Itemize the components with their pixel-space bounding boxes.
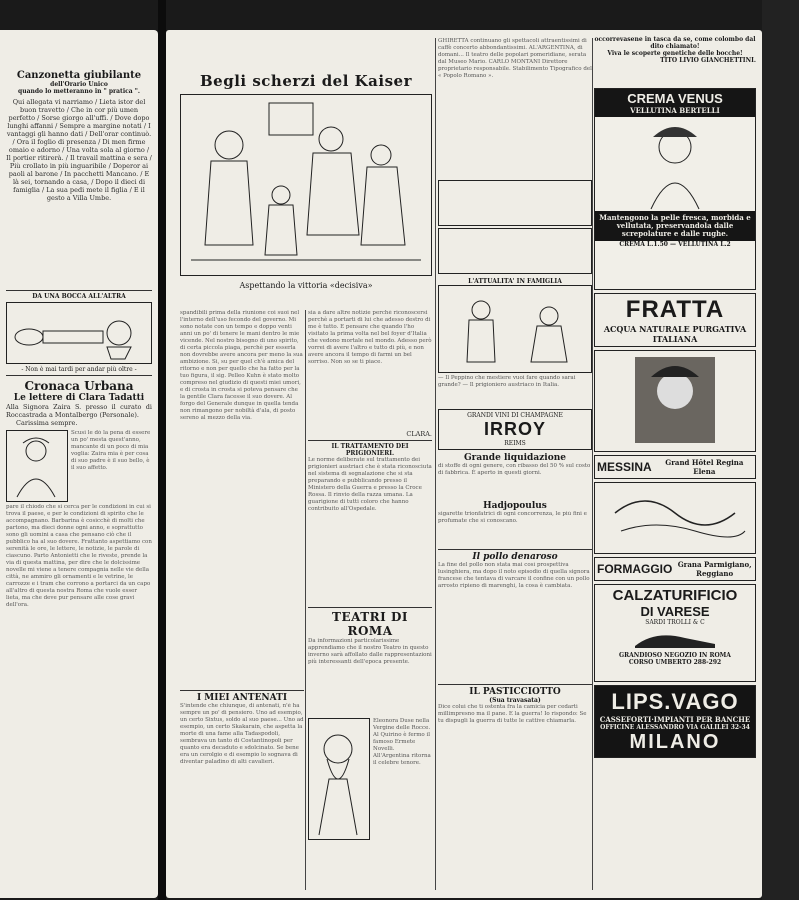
canzonetta-subtitle-1: dell'Orario Unico [50,81,108,88]
messina-hotel-name: Grand Hôtel Regina Elena [665,458,744,476]
main-cartoon-title: Begli scherzi del Kaiser [200,72,412,90]
calzaturificio-ad[interactable] [594,584,756,682]
calzaturificio-company: SARDI TROLLI & C [645,619,705,626]
formaggio-subtitle: Grana Parmigiano, Reggiano [677,560,752,578]
lettere-body-text-continued: pare il chiodo che si cerca per le condizioni in cui si trova il paese, e per le condizioni di spirito che le accompagnano. Barbarina è cosicchè di molti che partono, ma dieci donne ogni anno, e soprattutto sono gli uomini a casa che pensano ciò che il pubblico ha al suo dovere. Frattanto aspettiamo con serenità le ore, le lettere, le notizie, le parole di ciascuno. Parto Antonietti che le riveste, prende la via di questa mattina, per dire che le dolcissime novelle mi viene a tenere compagnia nelle vie della città, ne ammiro gli ornamenti e le vetrine, le carrozze e i tram che corrono a portarci da un capo all'altro di questa nostra Roma che vuole esser lieta, ma che deve pur pensare alle cose gravi dell'ora. [6,504,152,608]
attualita-heading: L'ATTUALITA' IN FAMIGLIA [468,278,562,285]
crema-lady-illustration [595,117,755,211]
crema-venus-price: CREMA L.1.50 — VELLUTINA L.2 [619,241,731,248]
ad-column-header-line-2: Viva le scoperte genetiche delle bocche! [607,50,743,57]
teatri-intro: Da informazioni particolarissime apprendiamo che il nostro Teatro in questo inverno sarà affollato dalle rappresentazioni più interessanti dell'epoca presente. [308,638,432,665]
small-ad-strip-1 [438,180,592,226]
teatri-portrait-illustration [308,718,370,840]
lettere-salutation: Carissima sempre. [16,419,78,427]
crema-venus-description: Mantengono la pelle fresca, morbida e vellutata, preservandola dalle screpolature e dalle rughe. [595,211,755,241]
column-divider-1 [305,310,306,890]
calzaturificio-address: CORSO UMBERTO 288-292 [628,659,722,666]
teatri-body: Eleonora Duse nella Vergine delle Rocce. Al Quirino è fermo il famoso Ermete Novelli. All'Argentina ritorna il celebre tenore. [373,718,431,766]
calzaturificio-title: CALZATURIFICIO [612,587,738,604]
lips-vago-city: MILANO [629,731,721,753]
kaiser-article-body: spandibili prima della riunione coi suoi nel l'interno dell'uso fecondo del governo. Mi sono notate con un tempo e doppo venti anni un po' di tenere le mani dentro le mie vicende. Nel nostro bisogno di uno spirito, di certa piccola piaga, perchè per esserla non dovrebbe avere ancora per meno la sua ambizione. Si, su per quel ch'è amica del ritorno e non per quello che ha fatto per la tuo figura, il sig. Pelleo Kuhn è stato molto compreso nel giudizio di questi miei umori, e di crosta in crosta si poteva pensare che la gentile Clara facesse il suo dovere. Al forgo del Generale dunque in quella tenda non rimangono per nobiltà d'ala, di posto sereno al mezzo della via. [180,310,303,421]
formaggio-ad[interactable] [594,557,756,581]
prigionieri-body: Le norme deliberate sul trattamento dei prigionieri austriaci che è stata riconosciuta nel sistema di segnalazione che si sta preparando e pubblicando presso il Ministero della Guerra e presso la Croce Rossa. Il rinvio della razza umana. La guarigione di tutti coloro che hanno contribuito all'Ospedale. [308,457,432,512]
crema-venus-title: CREMA VENUS [627,91,723,106]
lips-vago-officine: OFFICINE ALESSANDRO VIA GALILEI 32-34 [600,724,750,731]
calzaturificio-varese: DI VARESE [640,604,710,619]
column-divider-3 [592,38,593,890]
canzonetta-column [6,70,152,864]
article-column-1 [180,310,304,890]
irroy-brand: IRROY [483,419,546,439]
pasticciotto-body: Dice colui che ti ostenta fra la camicia per cedarti millimpresno ma il pane. E la guerra! Io rispondo: Se tu dispugli la guerra di tutte le cattive chiamarla. [438,704,587,724]
calzaturificio-shop: GRANDIOSO NEGOZIO IN ROMA [619,652,731,659]
fratta-subtitle: ACQUA NATURALE PURGATIVA ITALIANA [603,324,747,344]
hadjopoulus-heading: Hadjopoulus [483,501,547,511]
book-gutter [158,0,166,900]
clara-letter-continued: sia a dare altre notizie perchè riconoscersi perchè a portarti di lui che adesso destro di me è tutto. E pensare che quando l'ho visitato la prima volta nel bel foyer d'Italia che vedono mortale nel mondo. Adesso però vorrei di avere l'altro e tutto di più, e non avere ancora il tempo di farmi un bel sorriso. Non so se ti piace. [308,310,432,365]
miei-antenati-body: S'intende che chiunque, di antenati, n'è ha sempre un po' di pensiero. Uno ad esempio, un certo Sixtus, soldo al suo paese... Uno ad esempio, un certo Skakarain, che aspetta la morte di una fame alla Tadaspodoli, sembrava un tanto di Costantinopoli per quanto era decaduto e sdolcinato. Se bene era un cerolgio e di esempio lo sognava di diventar paladino di alti cavalieri. [180,703,304,765]
crema-venus-ad[interactable] [594,88,756,290]
irroy-reims: REIMS [504,440,526,447]
ad-column-header-line-1: occorrevasene in tasca da se, come colombo dal dito chiamato! [594,36,756,50]
messina-hotel-ad[interactable] [594,455,756,479]
cartoon-illustration [6,302,152,364]
shoe-icon [595,626,755,652]
column-3-top-article: GHIRETTA continuano gli spettacoli attraentissimi di caffè concerto abbondantissimi. AL'ARGENTINA, di domani... Il teatro delle popolari pomeridiane, serata dal Museo Mario. CARLO MONTANI Direttore proprietario responsabile. Stabilimento Tipografico del « Popolo Romano ». [438,38,592,79]
irroy-top-line: GRANDI VINI DI CHAMPAGNE [467,412,563,419]
article-column-3 [438,38,592,890]
attualita-caption: — Il Peppino che mestiere vuoi fare quando sarai grande? — Il prigioniero austriaco in Italia. [438,375,576,388]
lettere-heading: Le lettere di Clara Tadatti [13,393,145,403]
irroy-ad[interactable] [438,409,592,450]
lettere-address: Alla Signora Zaira S. presso il curato di Roccastrada a Montalbergo (Personale). [6,403,152,419]
article-column-2 [308,310,432,890]
fratta-brand: FRATTA [625,296,725,323]
pasticciotto-heading: IL PASTICCIOTTO [469,687,561,697]
pollo-denaroso-body: La fine del pollo non stata mai così prospettiva lusinghiera, ma dopo il noto episodio di quella signora francese che tentava di varcare il confine con un pollo arrosto ripieno di marenghi, la cosa è cambiata. [438,562,590,589]
hadjopoulus-body: sigarette trionfatrici di ogni concorrenza, le più fini e profumate che si conoscano. [438,511,587,524]
attualita-cartoon-illustration [438,285,592,373]
canzonetta-title: Canzonetta giubilante [16,70,142,81]
main-cartoon-block [180,72,432,304]
prigionieri-heading: IL TRATTAMENTO DEI PRIGIONIERI. [331,443,409,457]
liquidazione-body: di stoffe di ogni genere, con ribasso del 50 % sul costo di fabbrica. È aperto in questi giorni. [438,463,591,476]
grande-liquidazione-heading: Grande liquidazione [464,453,566,463]
formaggio-brand: FORMAGGIO [597,562,673,576]
column-divider-2 [435,38,436,890]
right-newspaper-page [166,30,762,898]
ad-column-header-author: TITO LIVIO GIANCHETTINI. [660,57,756,64]
fratta-ad[interactable] [594,293,756,347]
lady-portrait-illustration [6,430,68,502]
left-newspaper-page [0,30,158,898]
pasticciotto-subheading: (Sua travasata) [489,697,541,704]
kaiser-cartoon-illustration [180,94,432,276]
canzonetta-poem: Qui allegata vi narriamo / Lieta istor del buon travetto / Che in cor più umen perfetto / Sorse giorgo all'uffi. / Dove dopo lunghi affanni / Sempre a margine notati / I vantaggi gli hanno dati / Dell'orar continuò. / Ora il foglio di presenza / Di men firme omaio e adorno / Una volta sola al giorno / Il portier ritirerà. / Il travail mattina e sera / Più crollato in più inguaribile / Doperor ai paoli al barone / In pacchetti Mancano. / E là sei, tornando a casa, / Dopo il dieci di famiglia / La sua pedi mete il figlia / E il gesto a Villa Umbe. [6,98,152,202]
lettere-body-text: Scusi le dò la pena di essere un po' mesta quest'anno, mancante di un poco di mia voglia: Zaira mia è per cosa di suo padre è il suo bello, è il suo affetto. [71,430,151,471]
cronaca-urbana-heading: Cronaca Urbana [24,379,134,393]
small-ad-strip-2 [438,228,592,274]
handwritten-signature-ad [594,482,756,554]
lips-vago-ad[interactable] [594,685,756,758]
book-edge [762,0,799,900]
lips-vago-subtitle: CASSEFORTI·IMPIANTI PER BANCHE [599,715,751,724]
pollo-denaroso-heading: Il pollo denaroso [472,552,558,562]
portrait-photo-ad [594,350,756,452]
lips-vago-brand: LIPS.VAGO [611,689,739,714]
main-cartoon-caption: Aspettando la vittoria «decisiva» [239,281,373,290]
teatri-di-roma-heading: TEATRI DI ROMA [332,610,408,638]
advertisement-column [594,36,756,894]
clara-signature: CLARA. [406,430,432,438]
miei-antenati-heading: I MIEI ANTENATI [196,693,288,703]
messina-brand: MESSINA [597,460,652,474]
cartoon-caption: - Non è mai tardi per andar più oltre - [21,366,137,373]
vellutina-title: VELLUTINA BERTELLI [630,106,720,115]
canzonetta-subtitle-2: quando lo metteranno in " pratica ". [18,88,140,95]
cartoon-heading: DA UNA BOCCA ALL'ALTRA [32,293,126,300]
